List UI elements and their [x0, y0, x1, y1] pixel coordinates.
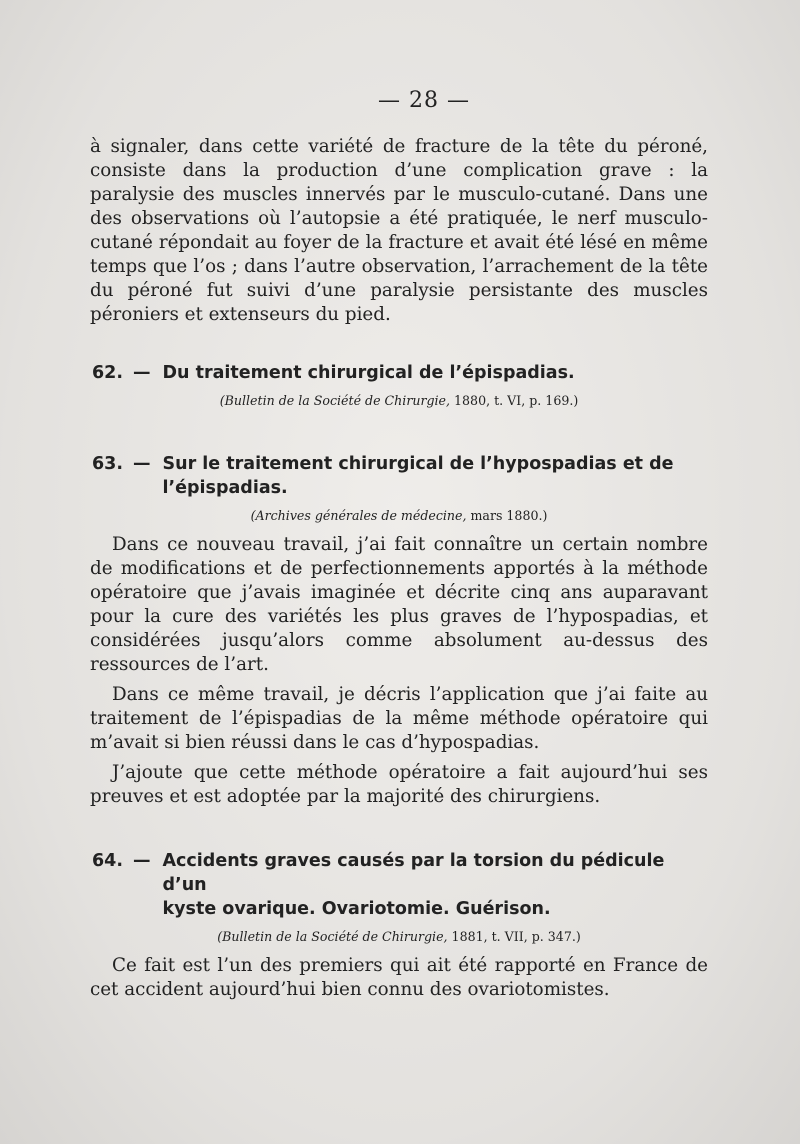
source-journal: (Bulletin de la Société de Chirurgie, — [219, 393, 451, 408]
entry-heading — [90, 849, 708, 921]
entry-title-line: l’épispadias. — [162, 478, 288, 498]
entry-paragraph: J’ajoute que cette méthode opératoire a fait aujourd’hui ses preuves et est adoptée par la majorité des chirurgiens. — [90, 762, 708, 807]
entry-number: 64. — [92, 851, 124, 871]
entry-title-line: Accidents graves causés par la torsion du pédicule d’un — [162, 851, 665, 895]
entry-title-line: kyste ovarique. Ovariotomie. Guérison. — [162, 899, 551, 919]
entry-number: 63. — [92, 454, 124, 474]
entry-paragraph: Dans ce même travail, je décris l’application que j’ai faite au traitement de l’épispadias de la même méthode opératoire qui m’avait si bien réussi dans le cas d’hypospadias. — [90, 684, 708, 753]
entry-63 — [90, 452, 708, 809]
source-reference: 1880, t. VI, p. 169.) — [450, 393, 579, 408]
entry-title-line: Sur le traitement chirurgical de l’hypospadias et de — [162, 454, 674, 474]
entry-title — [163, 452, 708, 500]
entry-number: 62. — [92, 363, 124, 383]
entry-heading — [90, 361, 708, 385]
page-number: — 28 — — [378, 88, 470, 113]
entry-64 — [90, 849, 708, 1002]
entry-62 — [90, 361, 708, 408]
entry-paragraph: Ce fait est l’un des premiers qui ait été rapporté en France de cet accident aujourd’hui bien connu des ovariotomistes. — [90, 955, 708, 1000]
entry-dash: — — [133, 363, 151, 383]
entry-title — [163, 849, 708, 921]
source-reference: mars 1880.) — [466, 508, 548, 523]
entry-dash: — — [133, 454, 151, 474]
entry-dash: — — [133, 851, 151, 871]
entry-paragraph: Dans ce nouveau travail, j’ai fait connaître un certain nombre de modifications et de perfectionnements apportés à la méthode opératoire que j’avais imaginée et décrite cinq ans auparavant pour la cure des variétés les plus graves de l’hypospadias, et considérées jusqu’alors comme absolument au-dessus des ressources de l’art. — [90, 534, 708, 675]
entry-title: Du traitement chirurgical de l’épispadias. — [162, 363, 575, 383]
entry-heading — [90, 452, 708, 500]
source-journal: (Bulletin de la Société de Chirurgie, — [217, 929, 448, 944]
intro-paragraph: à signaler, dans cette variété de fracture de la tête du péroné, consiste dans la production d’une complication grave : la paralysie des muscles innervés par le musculo-cutané. Dans une des observations où l’autopsie a été pratiquée, le nerf musculo-cutané répondait au foyer de la fracture et avait été lésé en même temps que l’os ; dans l’autre observation, l’arrachement de la tête du péroné fut suivi d’une paralysie persistante des muscles péroniers et extenseurs du pied. — [90, 136, 708, 325]
entry-source — [90, 508, 708, 523]
source-journal: (Archives générales de médecine, — [250, 508, 467, 523]
entry-source — [90, 929, 708, 944]
entry-source — [90, 393, 708, 408]
source-reference: 1881, t. VII, p. 347.) — [447, 929, 581, 944]
